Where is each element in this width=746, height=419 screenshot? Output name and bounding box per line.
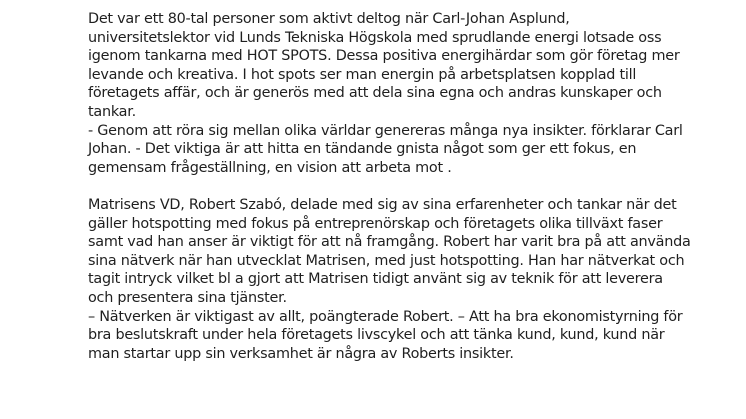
paragraph-event-intro bbox=[88, 10, 688, 177]
text-line: universitetslektor vid Lunds Tekniska Högskola med sprudlande energi lotsade oss bbox=[88, 29, 662, 46]
text-line: - Genom att röra sig mellan olika världar genereras många nya insikter. förklarar Carl bbox=[88, 122, 683, 139]
text-line: gäller hotspotting med fokus på entreprenörskap och företagets olika tillväxt faser bbox=[88, 215, 663, 232]
paragraph-matrisen-ceo bbox=[88, 196, 691, 363]
article-body bbox=[88, 10, 691, 363]
text-line: man startar upp sin verksamhet är några av Roberts insikter. bbox=[88, 345, 514, 362]
text-line: tankar. bbox=[88, 103, 136, 120]
text-line: bra beslutskraft under hela företagets livscykel och att tänka kund, kund, kund när bbox=[88, 327, 665, 344]
text-line: företagets affär, och är generös med att dela sina egna och andras kunskaper och bbox=[88, 85, 662, 102]
text-line: levande och kreativa. I hot spots ser man energin på arbetsplatsen kopplad till bbox=[88, 66, 637, 83]
text-line: samt vad han anser är viktigt för att nå framgång. Robert har varit bra på att använda bbox=[88, 234, 691, 251]
text-line: Matrisens VD, Robert Szabó, delade med sig av sina erfarenheter och tankar när det bbox=[88, 196, 677, 213]
text-line: och presentera sina tjänster. bbox=[88, 289, 287, 306]
paragraph-spacer bbox=[88, 177, 688, 196]
text-line: tagit intryck vilket bl a gjort att Matrisen tidigt använt sig av teknik för att leverera bbox=[88, 271, 663, 288]
text-line: sina nätverk när han utvecklat Matrisen, med just hotspotting. Han har nätverkat och bbox=[88, 252, 685, 269]
text-line: gemensam frågeställning, en vision att arbeta mot . bbox=[88, 159, 452, 176]
text-line: Det var ett 80-tal personer som aktivt deltog när Carl-Johan Asplund, bbox=[88, 11, 570, 27]
text-line: igenom tankarna med HOT SPOTS. Dessa positiva energihärdar som gör företag mer bbox=[88, 48, 680, 65]
text-line: – Nätverken är viktigast av allt, poängterade Robert. – Att ha bra ekonomistyrning för bbox=[88, 308, 683, 325]
text-line: Johan. - Det viktiga är att hitta en tändande gnista något som ger ett fokus, en bbox=[88, 141, 637, 158]
